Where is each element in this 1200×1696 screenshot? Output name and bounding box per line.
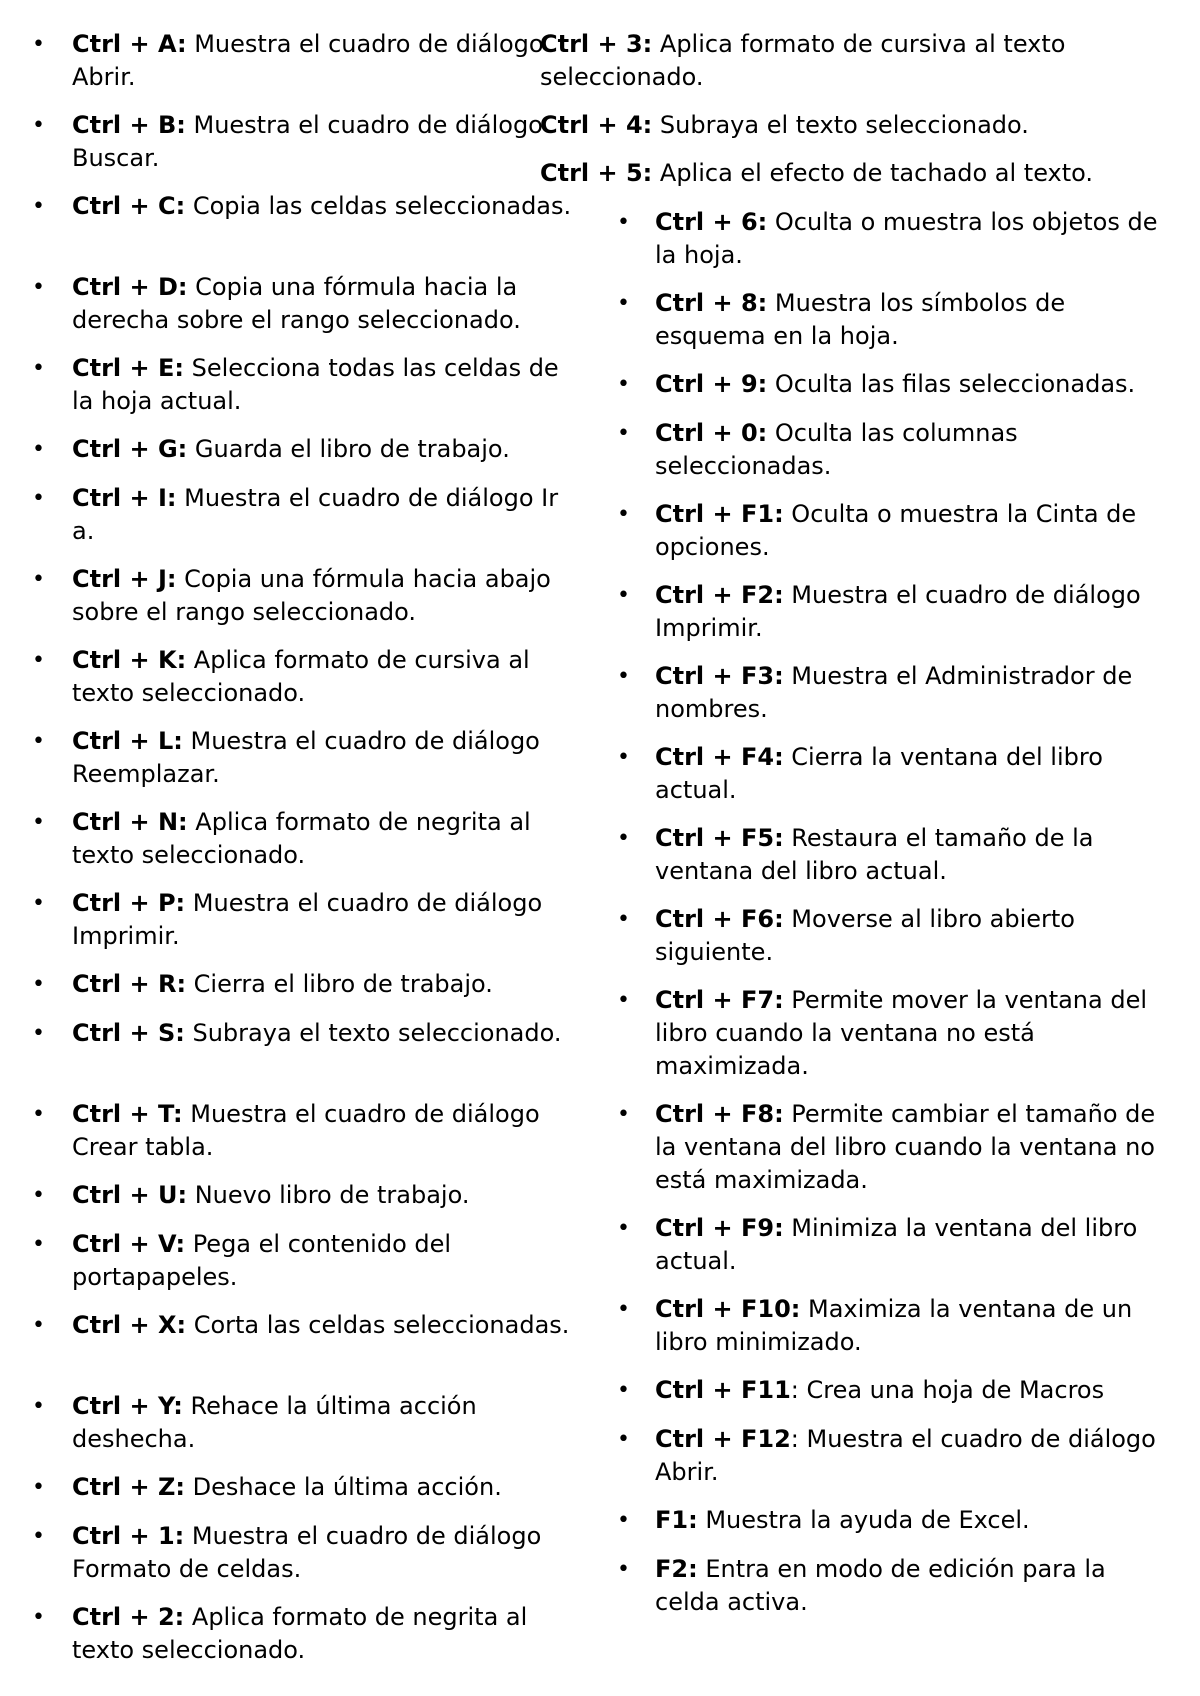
list-item — [655, 1098, 1175, 1197]
shortcut-key: Ctrl + F2: — [655, 581, 784, 609]
bullet-icon: • — [32, 891, 45, 916]
list-item — [655, 822, 1175, 888]
shortcut-description: Oculta o muestra la Cinta de opciones. — [655, 500, 1137, 561]
shortcut-key: Ctrl + K: — [72, 646, 187, 674]
list-item — [72, 1520, 577, 1586]
shortcut-key: Ctrl + N: — [72, 808, 188, 836]
bullet-icon: • — [617, 664, 630, 689]
shortcut-description: Oculta o muestra los objetos de la hoja. — [655, 208, 1158, 269]
list-item — [72, 190, 577, 223]
bullet-icon: • — [32, 1102, 45, 1127]
shortcut-description: Moverse al libro abierto siguiente. — [655, 905, 1075, 966]
shortcut-key: Ctrl + 8: — [655, 289, 768, 317]
bullet-icon: • — [32, 1183, 45, 1208]
shortcut-key: Ctrl + F3: — [655, 662, 784, 690]
bullet-icon: • — [617, 1427, 630, 1452]
list-item — [72, 1228, 577, 1294]
list-item — [72, 433, 577, 466]
shortcut-key: F1: — [655, 1506, 698, 1534]
shortcut-key: Ctrl + 3: — [540, 30, 653, 58]
bullet-icon: • — [32, 810, 45, 835]
bullet-icon: • — [32, 648, 45, 673]
shortcut-key: Ctrl + E: — [72, 354, 184, 382]
shortcut-key: Ctrl + G: — [72, 435, 188, 463]
shortcut-key: Ctrl + F1: — [655, 500, 784, 528]
list-item — [655, 579, 1175, 645]
shortcut-key: Ctrl + F8: — [655, 1100, 784, 1128]
list-item — [655, 1423, 1175, 1489]
shortcut-description: Copia las celdas seleccionadas. — [185, 192, 572, 220]
shortcut-description: Muestra el cuadro de diálogo Ir a. — [72, 484, 559, 545]
list-item — [72, 806, 577, 872]
list-item — [655, 417, 1175, 483]
shortcut-description: Muestra el Administrador de nombres. — [655, 662, 1133, 723]
bullet-icon: • — [617, 1297, 630, 1322]
shortcut-description: Deshace la última acción. — [184, 1473, 502, 1501]
shortcut-description: Cierra el libro de trabajo. — [186, 970, 493, 998]
shortcut-key: Ctrl + C: — [72, 192, 186, 220]
shortcut-key: Ctrl + R: — [72, 970, 187, 998]
list-item — [655, 1504, 1175, 1537]
shortcut-key: Ctrl + F12 — [655, 1425, 791, 1453]
bullet-icon: • — [617, 291, 630, 316]
shortcut-description: Muestra el cuadro de diálogo Reemplazar. — [72, 727, 540, 788]
list-item — [655, 1553, 1175, 1619]
list-item — [655, 903, 1175, 969]
shortcut-key: Ctrl + F11 — [655, 1376, 791, 1404]
shortcut-key: Ctrl + T: — [72, 1100, 183, 1128]
shortcut-key: Ctrl + V: — [72, 1230, 186, 1258]
bullet-icon: • — [32, 1313, 45, 1338]
list-item — [72, 1601, 577, 1667]
list-item — [72, 563, 577, 629]
list-item — [655, 1374, 1175, 1407]
shortcut-description: Entra en modo de edición para la celda activa. — [655, 1555, 1106, 1616]
shortcut-key: Ctrl + F7: — [655, 986, 784, 1014]
bullet-icon: • — [617, 502, 630, 527]
bullet-icon: • — [32, 113, 45, 138]
bullet-icon: • — [617, 210, 630, 235]
shortcut-description: Muestra la ayuda de Excel. — [697, 1506, 1030, 1534]
shortcut-key: Ctrl + S: — [72, 1019, 185, 1047]
bullet-icon: • — [32, 437, 45, 462]
shortcut-description: Muestra los símbolos de esquema en la hoja. — [655, 289, 1066, 350]
shortcut-description: Oculta las columnas seleccionadas. — [655, 419, 1018, 480]
shortcut-description: Muestra el cuadro de diálogo Buscar. — [72, 111, 543, 172]
bullet-icon: • — [32, 32, 45, 57]
shortcut-key: Ctrl + F4: — [655, 743, 784, 771]
list-item — [655, 206, 1175, 272]
shortcut-key: F2: — [655, 1555, 698, 1583]
list-item — [72, 1309, 577, 1342]
list-item — [540, 28, 1100, 94]
shortcut-description: Subraya el texto seleccionado. — [184, 1019, 562, 1047]
shortcut-key: Ctrl + X: — [72, 1311, 187, 1339]
bullet-icon: • — [32, 356, 45, 381]
shortcut-description: Pega el contenido del portapapeles. — [72, 1230, 452, 1291]
shortcut-description: Aplica formato de negrita al texto seleccionado. — [72, 808, 531, 869]
bullet-icon: • — [32, 486, 45, 511]
bullet-icon: • — [617, 583, 630, 608]
list-item — [72, 887, 577, 953]
bullet-icon: • — [32, 567, 45, 592]
bullet-icon: • — [32, 1232, 45, 1257]
shortcut-description: Muestra el cuadro de diálogo Imprimir. — [655, 581, 1141, 642]
shortcut-description: Permite cambiar el tamaño de la ventana del libro cuando la ventana no está maximizada. — [655, 1100, 1156, 1194]
list-item — [72, 352, 577, 418]
list-item — [72, 1390, 577, 1456]
shortcut-key: Ctrl + 0: — [655, 419, 768, 447]
shortcut-description: Copia una fórmula hacia la derecha sobre el rango seleccionado. — [72, 273, 521, 334]
bullet-icon: • — [617, 372, 630, 397]
bullet-icon: • — [617, 1216, 630, 1241]
bullet-icon: • — [617, 1557, 630, 1582]
list-item — [655, 1293, 1175, 1359]
shortcut-description: Copia una fórmula hacia abajo sobre el rango seleccionado. — [72, 565, 551, 626]
shortcut-key: Ctrl + Z: — [72, 1473, 185, 1501]
list-item — [655, 368, 1175, 401]
shortcut-description: Rehace la última acción deshecha. — [72, 1392, 477, 1453]
list-item — [655, 741, 1175, 807]
list-item — [72, 482, 577, 548]
bullet-icon: • — [617, 988, 630, 1013]
bullet-icon: • — [32, 729, 45, 754]
bullet-icon: • — [617, 826, 630, 851]
bullet-icon: • — [32, 1021, 45, 1046]
shortcut-key: Ctrl + L: — [72, 727, 183, 755]
shortcut-key: Ctrl + 9: — [655, 370, 768, 398]
shortcut-key: Ctrl + J: — [72, 565, 177, 593]
shortcut-description: Aplica formato de cursiva al texto seleccionado. — [540, 30, 1066, 91]
shortcut-key: Ctrl + 5: — [540, 159, 653, 187]
list-item — [72, 1017, 577, 1050]
shortcut-description: Restaura el tamaño de la ventana del libro actual. — [655, 824, 1094, 885]
shortcut-description: : Crea una hoja de Macros — [790, 1376, 1105, 1404]
shortcut-key: Ctrl + F9: — [655, 1214, 784, 1242]
shortcut-description: Muestra el cuadro de diálogo Formato de celdas. — [72, 1522, 542, 1583]
shortcut-description: Minimiza la ventana del libro actual. — [655, 1214, 1138, 1275]
shortcut-key: Ctrl + I: — [72, 484, 177, 512]
shortcut-description: Selecciona todas las celdas de la hoja actual. — [72, 354, 559, 415]
shortcut-description: Muestra el cuadro de diálogo Abrir. — [72, 30, 544, 91]
shortcut-key: Ctrl + U: — [72, 1181, 188, 1209]
list-item — [72, 109, 577, 175]
list-item — [655, 1212, 1175, 1278]
shortcut-description: Nuevo libro de trabajo. — [187, 1181, 470, 1209]
bullet-icon: • — [32, 972, 45, 997]
shortcut-key: Ctrl + 6: — [655, 208, 768, 236]
shortcut-description: Corta las celdas seleccionadas. — [186, 1311, 570, 1339]
list-item — [72, 1471, 577, 1504]
shortcut-key: Ctrl + D: — [72, 273, 188, 301]
shortcut-key: Ctrl + F6: — [655, 905, 784, 933]
list-item — [655, 287, 1175, 353]
shortcut-description: Muestra el cuadro de diálogo Crear tabla. — [72, 1100, 540, 1161]
list-item — [655, 660, 1175, 726]
shortcut-description: Cierra la ventana del libro actual. — [655, 743, 1103, 804]
shortcut-description: Permite mover la ventana del libro cuando la ventana no está maximizada. — [655, 986, 1148, 1080]
shortcut-description: Aplica el efecto de tachado al texto. — [652, 159, 1094, 187]
shortcut-description: : Muestra el cuadro de diálogo Abrir. — [655, 1425, 1156, 1486]
shortcut-description: Guarda el libro de trabajo. — [187, 435, 510, 463]
shortcut-description: Maximiza la ventana de un libro minimizado. — [655, 1295, 1133, 1356]
bullet-icon: • — [617, 1508, 630, 1533]
list-item — [72, 1179, 577, 1212]
bullet-icon: • — [32, 1475, 45, 1500]
list-item — [72, 644, 577, 710]
shortcut-key: Ctrl + B: — [72, 111, 186, 139]
list-item — [540, 157, 1100, 190]
list-item — [540, 109, 1100, 142]
list-item — [72, 725, 577, 791]
bullet-icon: • — [617, 907, 630, 932]
shortcut-key: Ctrl + F5: — [655, 824, 784, 852]
shortcut-description: Aplica formato de negrita al texto seleccionado. — [72, 1603, 528, 1664]
shortcut-key: Ctrl + 1: — [72, 1522, 185, 1550]
bullet-icon: • — [617, 1102, 630, 1127]
bullet-icon: • — [617, 421, 630, 446]
shortcut-key: Ctrl + 4: — [540, 111, 653, 139]
bullet-icon: • — [617, 1378, 630, 1403]
bullet-icon: • — [32, 1394, 45, 1419]
bullet-icon: • — [32, 1605, 45, 1630]
list-item — [72, 271, 577, 337]
list-item — [72, 1098, 577, 1164]
list-item — [72, 968, 577, 1001]
bullet-icon: • — [617, 745, 630, 770]
shortcut-key: Ctrl + A: — [72, 30, 187, 58]
list-item — [72, 28, 577, 94]
list-item — [655, 984, 1175, 1083]
shortcut-key: Ctrl + P: — [72, 889, 186, 917]
bullet-icon: • — [32, 275, 45, 300]
shortcut-description: Aplica formato de cursiva al texto seleccionado. — [72, 646, 530, 707]
list-item — [655, 498, 1175, 564]
shortcut-description: Subraya el texto seleccionado. — [652, 111, 1029, 139]
bullet-icon: • — [32, 1524, 45, 1549]
shortcut-description: Muestra el cuadro de diálogo Imprimir. — [72, 889, 543, 950]
shortcut-key: Ctrl + Y: — [72, 1392, 183, 1420]
shortcut-key: Ctrl + 2: — [72, 1603, 185, 1631]
shortcut-key: Ctrl + F10: — [655, 1295, 801, 1323]
bullet-icon: • — [32, 194, 45, 219]
shortcut-description: Oculta las filas seleccionadas. — [767, 370, 1136, 398]
